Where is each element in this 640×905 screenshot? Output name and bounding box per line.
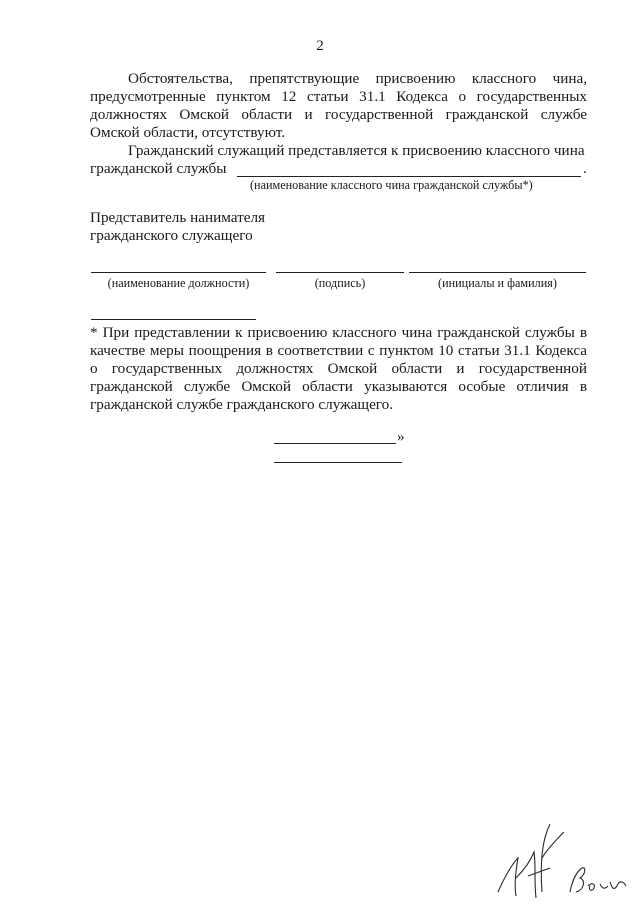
representative-label-line1: Представитель нанимателя — [90, 209, 266, 226]
rank-fill-line — [237, 176, 581, 177]
caption-position: (наименование должности) — [107, 276, 250, 290]
representative-label-line2: гражданского служащего — [90, 227, 253, 244]
footnote-text: * При представлении к присвоению классного чина гражданской службы в качестве меры поощрения в соответствии с пунктом 10 статьи 31.1 Кодекса о государственных должностях Омской области и государственной гражданской службе Омской области указываются особые отличия в гражданской службе гражданского служащего. — [90, 324, 587, 413]
handwritten-signature-2 — [566, 862, 630, 898]
caption-rank: (наименование классного чина гражданской службы*) — [250, 178, 533, 192]
paragraph-nomination-line2: гражданской службы — [90, 160, 227, 177]
footnote-separator — [91, 319, 256, 320]
position-fill-line — [91, 272, 266, 273]
end-line-lower — [274, 462, 402, 463]
nomination-period: . — [583, 160, 587, 177]
caption-initials: (инициалы и фамилия) — [438, 276, 557, 290]
end-line-upper — [274, 443, 396, 444]
signature-fill-line — [276, 272, 404, 273]
caption-signature: (подпись) — [314, 276, 366, 290]
initials-fill-line — [409, 272, 586, 273]
closing-quote-mark: » — [397, 428, 405, 445]
paragraph-nomination-line1: Гражданский служащий представляется к присвоению классного чина — [128, 142, 585, 159]
page-number: 2 — [316, 38, 324, 54]
paragraph-circumstances: Обстоятельства, препятствующие присвоению классного чина, предусмотренные пунктом 12 статьи 31.1 Кодекса о государственных должностях Омской области и государственной гражданской службе Омской области, отсутствуют. — [90, 70, 587, 141]
